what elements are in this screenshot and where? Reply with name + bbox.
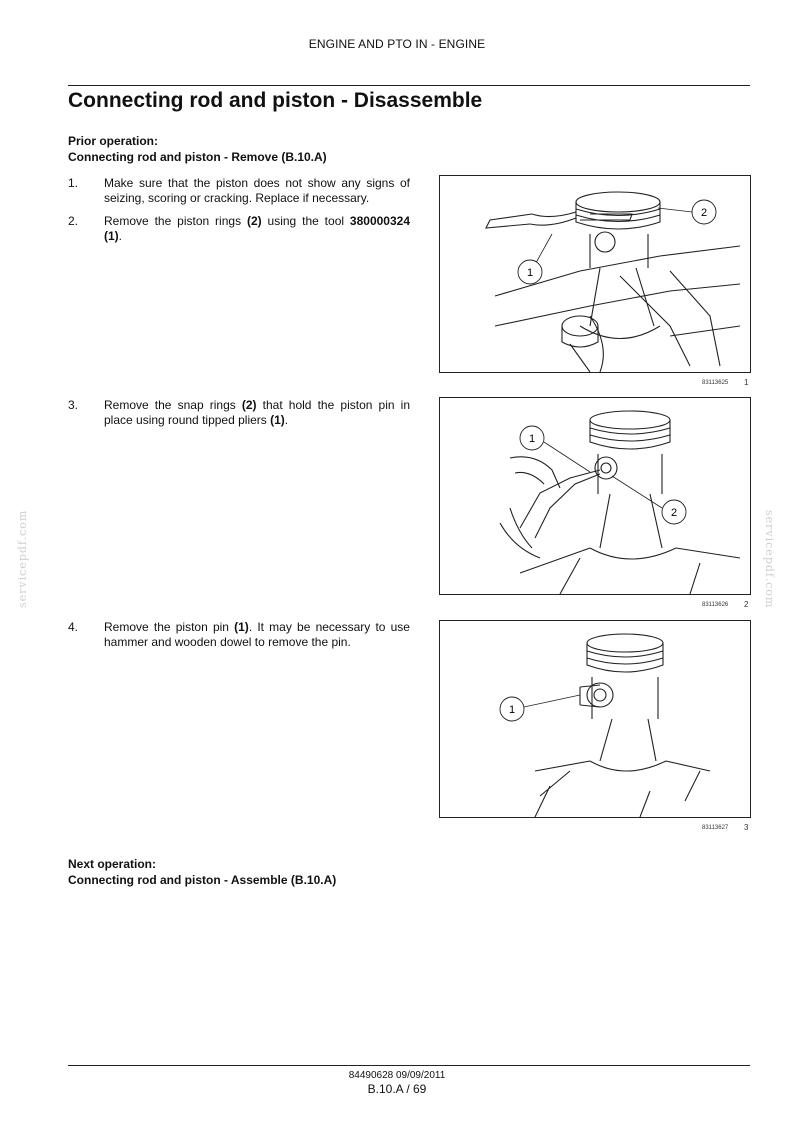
step-number: 3. bbox=[68, 398, 79, 412]
step-3 bbox=[68, 398, 410, 428]
footer-rule bbox=[68, 1065, 750, 1066]
figure-2 bbox=[439, 397, 751, 595]
figure-3-number: 3 bbox=[744, 823, 749, 832]
step-number: 1. bbox=[68, 176, 79, 190]
figure-3-id: 83113627 bbox=[702, 825, 729, 831]
footer-document-id: 84490628 09/09/2011 bbox=[348, 1070, 446, 1081]
step-number: 2. bbox=[68, 214, 79, 228]
callout-2 bbox=[658, 200, 716, 224]
callout-1 bbox=[500, 695, 580, 721]
step-1 bbox=[68, 176, 410, 206]
figure-1 bbox=[439, 175, 751, 373]
step-text: Remove the piston rings (2) using the tool 380000324 (1). bbox=[104, 214, 410, 243]
step-text: Make sure that the piston does not show any signs of seizing, scoring or cracking. Replace if necessary. bbox=[104, 176, 410, 205]
svg-text:1: 1 bbox=[508, 704, 516, 716]
step-text: Remove the snap rings (2) that hold the piston pin in place using round tipped pliers (1). bbox=[104, 398, 411, 427]
svg-text:1: 1 bbox=[526, 267, 534, 279]
header-rule bbox=[68, 85, 750, 86]
page-title: Connecting rod and piston - Disassemble bbox=[68, 89, 483, 112]
step-2 bbox=[68, 214, 410, 244]
svg-text:2: 2 bbox=[700, 207, 708, 219]
piston-pin-removal-illustration bbox=[440, 621, 750, 817]
callout-1 bbox=[518, 234, 552, 284]
svg-text:2: 2 bbox=[670, 507, 678, 519]
footer-page-number: B.10.A / 69 bbox=[367, 1082, 427, 1096]
snap-ring-removal-illustration bbox=[440, 398, 750, 594]
piston-ring-removal-illustration bbox=[440, 176, 750, 372]
running-header: ENGINE AND PTO IN - ENGINE bbox=[308, 37, 486, 51]
next-operation-label: Next operation: bbox=[68, 857, 157, 871]
step-text: Remove the piston pin (1). It may be necessary to use hammer and wooden dowel to remove the pin. bbox=[104, 620, 410, 649]
prior-operation-label: Prior operation: bbox=[68, 134, 159, 148]
prior-operation-link[interactable]: Connecting rod and piston - Remove (B.10.A) bbox=[68, 150, 327, 164]
watermark-left: servicepdf.com bbox=[16, 509, 29, 608]
figure-1-id: 83113625 bbox=[702, 380, 729, 386]
watermark-right: servicepdf.com bbox=[763, 510, 776, 609]
callout-1 bbox=[520, 426, 590, 472]
figure-3 bbox=[439, 620, 751, 818]
figure-2-number: 2 bbox=[744, 600, 749, 609]
figure-1-number: 1 bbox=[744, 378, 749, 387]
step-number: 4. bbox=[68, 620, 79, 634]
step-4 bbox=[68, 620, 410, 650]
figure-2-id: 83113626 bbox=[702, 602, 729, 608]
callout-2 bbox=[612, 476, 686, 524]
svg-text:1: 1 bbox=[528, 433, 536, 445]
next-operation-link[interactable]: Connecting rod and piston - Assemble (B.10.A) bbox=[68, 873, 337, 887]
